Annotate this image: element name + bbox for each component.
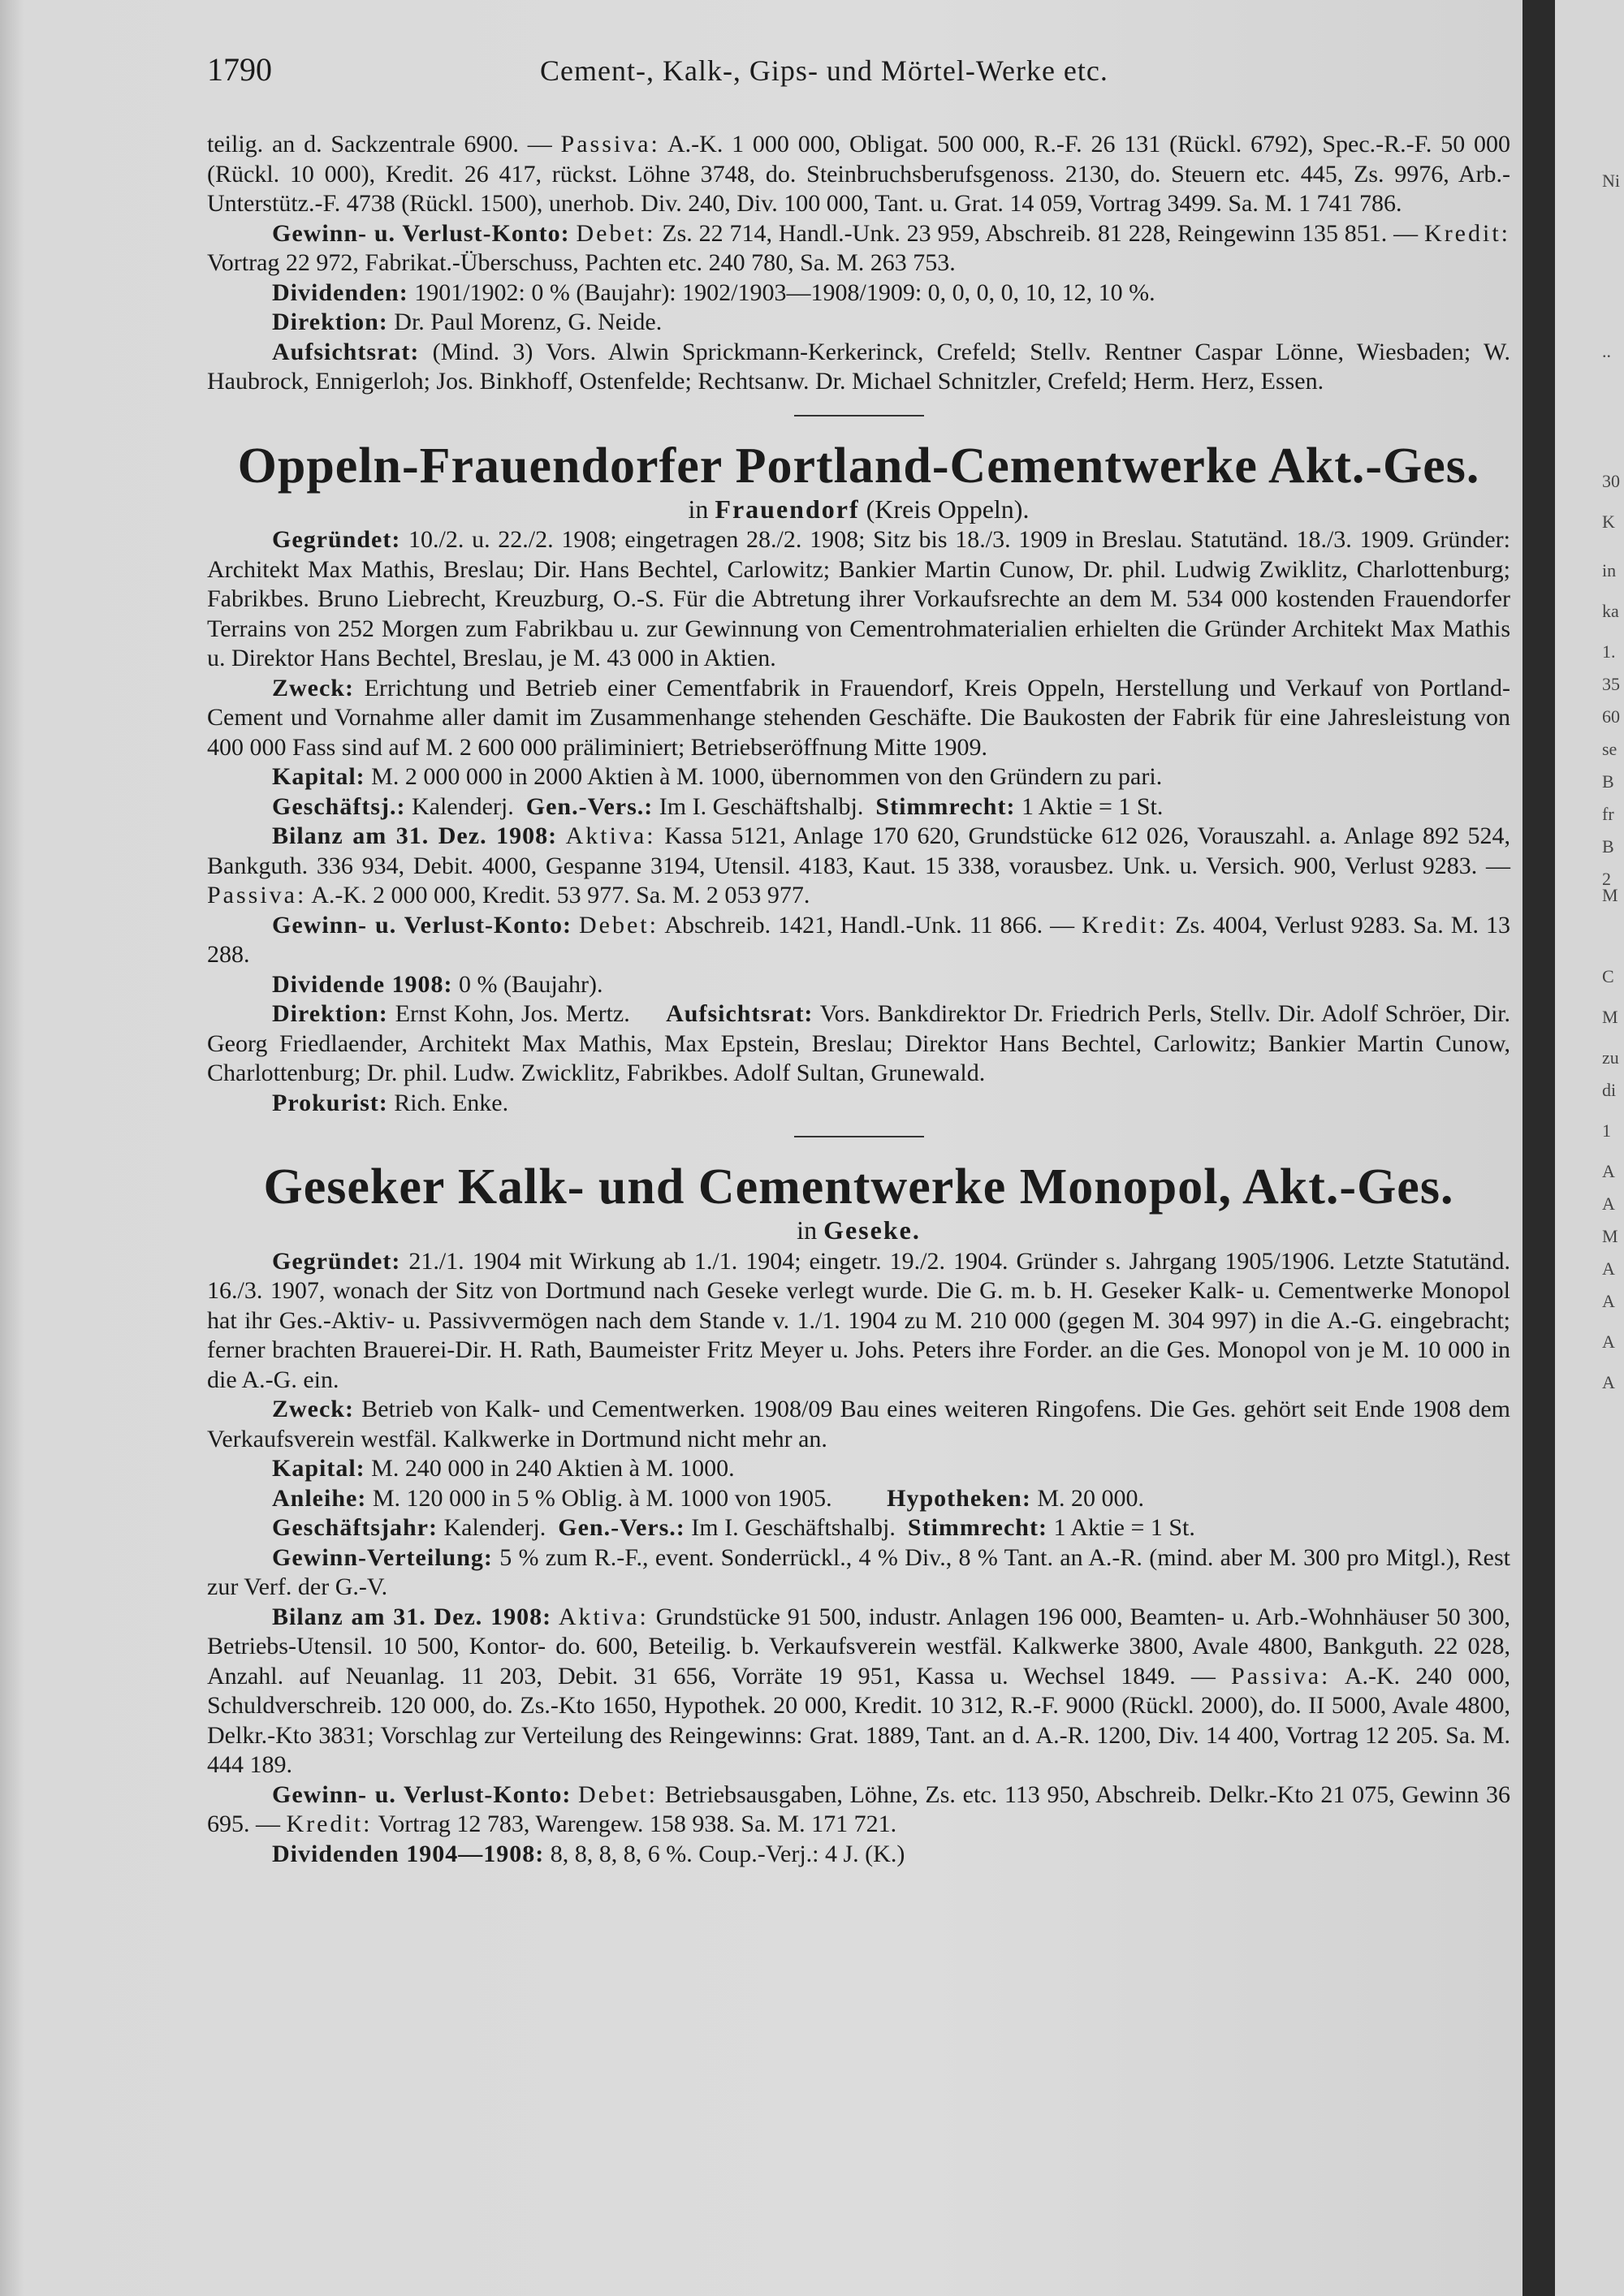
- capital-paragraph: [207, 762, 1510, 792]
- running-title: Cement-, Kalk-, Gips- und Mörtel-Werke etc.: [540, 54, 1108, 87]
- purpose-paragraph: [207, 1395, 1510, 1454]
- kredit-text: Vortrag 12 783, Warengew. 158 938. Sa. M. 171 721.: [378, 1810, 897, 1837]
- mortgage-text: M. 20 000.: [1037, 1484, 1145, 1512]
- margin-fragment: K: [1602, 511, 1615, 532]
- profit-distribution-text: 5 % zum R.-F., event. Sonderrückl., 4 % Div., 8 % Tant. an A.-R. (mind. aber M. 300 pro Mitgl.), Rest zur Verf. der G.-V.: [207, 1543, 1511, 1600]
- guv-label: Gewinn- u. Verlust-Konto:: [272, 1780, 572, 1808]
- passiva-text: A.-K. 2 000 000, Kredit. 53 977. Sa. M. 2 053 977.: [311, 882, 810, 908]
- direction-label: Direktion:: [272, 1000, 388, 1027]
- guv-paragraph: [207, 1780, 1510, 1840]
- dividend-paragraph: [207, 970, 1510, 1000]
- profit-distribution-label: Gewinn-Verteilung:: [272, 1543, 493, 1571]
- business-year-text: Kalenderj.: [411, 792, 514, 820]
- balance-paragraph: [207, 1603, 1510, 1780]
- margin-fragment: B: [1602, 771, 1614, 792]
- debet-text: Betriebsausgaben, Löhne, Zs. etc. 113 950, Abschreib. Delkr.-Kto 21 075, Gewinn 36 695. —: [207, 1780, 1511, 1837]
- voting-label: Stimmrecht:: [875, 792, 1016, 820]
- purpose-text: Betrieb von Kalk- und Cementwerken. 1908/09 Bau eines weiteren Ringofens. Die Ges. gehört seit Ende 1908 dem Verkaufsverein westfäl. Kalkwerke in Dortmund nicht mehr an.: [207, 1396, 1510, 1452]
- company-title-oppeln: Oppeln-Frauendorfer Portland-Cementwerke Akt.-Ges.: [237, 438, 1480, 494]
- margin-fragment: M: [1602, 1007, 1618, 1027]
- founded-text: 21./1. 1904 mit Wirkung ab 1./1. 1904; eingetr. 19./2. 1904. Gründer s. Jahrgang 1905/1906. Letzte Statutänd. 16./3. 1907, wonach der Sitz von Dortmund nach Geseke verlegt wurde. Die G. m. b. H. Geseker Kalk- u. Cementwerke Monopol hat ihr Ges.-Aktiv- u. Passivvermögen nach dem Stande v. 1./1. 1904 zu M. 210 000 (gegen M. 304 997) in die A.-G. eingebracht; ferner brachten Brauerei-Dir. H. Rath, Baumeister Fritz Meyer u. Johs. Peters ihre Forder. an die Ges. Monopol von je M. 10 000 in die A.-G. ein.: [207, 1247, 1510, 1393]
- loan-label: Anleihe:: [272, 1484, 367, 1512]
- margin-fragment: A: [1602, 1161, 1615, 1181]
- guv-paragraph: [207, 911, 1510, 970]
- margin-fragment: 2: [1602, 869, 1611, 889]
- debet-text: Abschreib. 1421, Handl.-Unk. 11 866. —: [664, 911, 1075, 939]
- capital-text: M. 240 000 in 240 Aktien à M. 1000.: [371, 1455, 735, 1482]
- page-body: [207, 130, 1510, 1869]
- prev-entry-dividends: [207, 278, 1510, 309]
- prev-entry-direction: [207, 308, 1510, 338]
- margin-fragment: M: [1602, 1226, 1618, 1246]
- mortgage-label: Hypotheken:: [887, 1484, 1031, 1512]
- location-prefix: in: [688, 494, 709, 524]
- kredit-label: Kredit:: [1424, 219, 1511, 247]
- margin-fragment: se: [1602, 739, 1618, 759]
- margin-fragment: 30: [1602, 471, 1620, 491]
- margin-fragment: fr: [1602, 804, 1614, 824]
- dividends-text: 8, 8, 8, 8, 6 %. Coup.-Verj.: 4 J. (K.): [550, 1840, 905, 1867]
- direction-text: Ernst Kohn, Jos. Mertz.: [395, 1000, 630, 1027]
- voting-text: 1 Aktie = 1 St.: [1053, 1514, 1195, 1541]
- company-location-oppeln: [207, 494, 1510, 524]
- margin-fragment: M: [1602, 885, 1618, 905]
- passiva-label: Passiva:: [207, 882, 307, 908]
- section-divider: [794, 415, 924, 416]
- purpose-label: Zweck:: [272, 674, 354, 701]
- founded-label: Gegründet:: [272, 1247, 401, 1275]
- kredit-text: Zs. 4004, Verlust 9283. Sa. M. 13 288.: [207, 911, 1510, 968]
- dividend-text: 0 % (Baujahr).: [459, 970, 603, 998]
- aktiva-text: Kassa 5121, Anlage 170 620, Grundstücke 612 026, Vorauszahl. a. Anlage 892 524, Bankguth. 336 934, Debit. 4000, Gespanne 3194, Utensil. 4183, Kaut. 15 338, vorausbez. Unk. u. Versich. 900, Verlust 9283. —: [207, 822, 1511, 879]
- dividends-text: 1901/1902: 0 % (Baujahr): 1902/1903—1908/1909: 0, 0, 0, 0, 10, 12, 10 %.: [414, 278, 1155, 306]
- margin-fragment: A: [1602, 1258, 1615, 1279]
- debet-text: Zs. 22 714, Handl.-Unk. 23 959, Abschreib. 81 228, Reingewinn 135 851. —: [662, 219, 1419, 247]
- procurist-text: Rich. Enke.: [394, 1089, 509, 1116]
- debet-label: Debet:: [578, 1780, 659, 1808]
- margin-fragment: ka: [1602, 601, 1619, 621]
- company-location-geseke: [207, 1215, 1510, 1245]
- direction-label: Direktion:: [272, 309, 388, 335]
- passiva-label: Passiva:: [560, 131, 660, 158]
- margin-fragment: zu: [1602, 1047, 1619, 1068]
- founded-paragraph: [207, 1247, 1510, 1396]
- general-meeting-label: Gen.-Vers.:: [558, 1514, 685, 1541]
- profit-distribution-paragraph: [207, 1543, 1510, 1603]
- balance-text: teilig. an d. Sackzentrale 6900. —: [207, 131, 552, 158]
- location-prefix: in: [797, 1215, 818, 1245]
- passiva-label: Passiva:: [1231, 1662, 1331, 1690]
- loan-paragraph: [207, 1484, 1510, 1514]
- passiva-text: A.-K. 240 000, Schuldverschreib. 120 000, do. Zs.-Kto 1650, Hypothek. 20 000, Kredit. 10 312, R.-F. 9000 (Rückl. 2000), do. II 5000, Avale 4800, Delkr.-Kto 3831; Vorschlag zur Verteilung des Reingewinns: Grat. 1889, Tant. an d. A.-R. 1200, Div. 14 400, Vortrag 12 205. Sa. M. 444 189.: [207, 1662, 1510, 1778]
- margin-fragment: in: [1602, 560, 1617, 580]
- aktiva-text: Grundstücke 91 500, industr. Anlagen 196 000, Beamten- u. Arb.-Wohnhäuser 50 300, Betriebs-Utensil. 10 500, Kontor- do. 600, Beteilig. b. Verkaufsverein westfäl. Kalkwerke 3800, Avale 4800, Bankguth. 22 028, Anzahl. auf Neuanlag. 11 203, Debit. 31 656, Vorräte 19 951, Kassa u. Wechsel 1849. —: [207, 1603, 1510, 1690]
- debet-label: Debet:: [578, 911, 659, 939]
- guv-label: Gewinn- u. Verlust-Konto:: [272, 219, 570, 247]
- board-text: Vors. Bankdirektor Dr. Friedrich Perls, Stellv. Dir. Adolf Schröer, Dir. Georg Friedlaender, Architekt Max Mathis, Max Epstein, Breslau; Direktor Hans Bechtel, Carlowitz; Bankier Martin Cunow, Charlottenburg; Dr. phil. Ludw. Zwicklitz, Fabrikbes. Adolf Sultan, Grunewald.: [207, 1000, 1510, 1086]
- purpose-text: Errichtung und Betrieb einer Cementfabrik in Frauendorf, Kreis Oppeln, Herstellung und Verkauf von Portland-Cement und Vornahme aller damit im Zusammenhange stehenden Geschäfte. Die Baukosten der Fabrik für eine Jahresleistung von 400 000 Fass sind auf M. 2 600 000 präliminiert; Betriebseröffnung Mitte 1909.: [207, 674, 1511, 761]
- page-number: 1790: [207, 51, 272, 88]
- margin-fragment: 1: [1602, 1120, 1611, 1141]
- business-year-paragraph: [207, 792, 1510, 822]
- founded-text: 10./2. u. 22./2. 1908; eingetragen 28./2. 1908; Sitz bis 18./3. 1909 in Breslau. Statutänd. 18./3. 1909. Gründer: Architekt Max Mathis, Breslau; Dir. Hans Bechtel, Carlowitz; Bankier Martin Cunow, Dr. phil. Ludwig Zwiklitz, Charlottenburg; Fabrikbes. Bruno Liebrecht, Kreuzburg, O.-S. Für die Abtretung ihrer Vorkaufsrechte an dem M. 534 000 kostenden Frauendorfer Terrains von 252 Morgen zum Fabrikbau u. zur Gewinnung von Cementrohmaterialien erhielten die Gründer Architekt Max Mathis u. Direktor Hans Bechtel, Breslau, je M. 43 000 in Aktien.: [207, 526, 1510, 671]
- founded-paragraph: [207, 525, 1510, 674]
- guv-label: Gewinn- u. Verlust-Konto:: [272, 911, 572, 939]
- margin-fragment: A: [1602, 1193, 1615, 1214]
- procurist-label: Prokurist:: [272, 1089, 388, 1116]
- prev-entry-balance: [207, 130, 1510, 219]
- margin-fragment: B: [1602, 836, 1614, 857]
- debet-label: Debet:: [576, 219, 656, 247]
- business-year-label: Geschäftsjahr:: [272, 1514, 438, 1541]
- general-meeting-label: Gen.-Vers.:: [525, 792, 654, 820]
- margin-fragment: C: [1602, 966, 1614, 986]
- purpose-label: Zweck:: [272, 1396, 354, 1422]
- company-title-geseke: Geseker Kalk- und Cementwerke Monopol, Akt.-Ges.: [263, 1159, 1454, 1215]
- business-year-label: Geschäftsj.:: [272, 792, 406, 820]
- location-suffix: (Kreis Oppeln).: [866, 494, 1030, 524]
- margin-fragment: 60: [1602, 706, 1620, 727]
- margin-fragment: 35: [1602, 674, 1620, 694]
- dividends-paragraph: [207, 1840, 1510, 1870]
- business-year-paragraph: [207, 1513, 1510, 1543]
- capital-label: Kapital:: [272, 1455, 365, 1482]
- general-meeting-text: Im I. Geschäftshalbj.: [659, 792, 864, 820]
- balance-paragraph: [207, 822, 1510, 911]
- balance-label: Bilanz am 31. Dez. 1908:: [272, 822, 558, 849]
- margin-fragment: 1.: [1602, 641, 1616, 662]
- prev-entry-board: [207, 338, 1510, 397]
- location-place: Geseke.: [823, 1215, 921, 1245]
- aktiva-label: Aktiva:: [565, 822, 656, 849]
- kredit-label: Kredit:: [1082, 911, 1168, 939]
- aktiva-label: Aktiva:: [558, 1603, 649, 1630]
- margin-fragment: ..: [1602, 341, 1611, 361]
- margin-fragment: Ni: [1602, 170, 1620, 191]
- capital-paragraph: [207, 1454, 1510, 1484]
- purpose-paragraph: [207, 674, 1510, 763]
- book-gutter: [1522, 0, 1555, 2296]
- margin-fragment: di: [1602, 1080, 1617, 1100]
- board-label: Aufsichtsrat:: [666, 1000, 814, 1027]
- location-place: Frauendorf: [715, 494, 860, 524]
- passiva-text: A.-K. 1 000 000, Obligat. 500 000, R.-F. 26 131 (Rückl. 6792), Spec.-R.-F. 50 000 (Rückl. 10 000), Kredit. 26 417, rückst. Löhne 3748, do. Steinbruchsberufsgenoss. 2130, do. Steuern etc. 445, Zs. 9976, Arb.-Unterstütz.-F. 4738 (Rückl. 1500), unerhob. Div. 240, Div. 100 000, Tant. u. Grat. 14 059, Vortrag 3499. Sa. M. 1 741 786.: [207, 131, 1510, 217]
- prev-entry-guv: [207, 219, 1510, 278]
- dividends-label: Dividenden:: [272, 278, 408, 306]
- loan-text: M. 120 000 in 5 % Oblig. à M. 1000 von 1905.: [372, 1484, 832, 1512]
- direction-text: Dr. Paul Morenz, G. Neide.: [394, 309, 663, 335]
- voting-text: 1 Aktie = 1 St.: [1021, 792, 1164, 820]
- margin-fragment: A: [1602, 1331, 1615, 1352]
- section-divider: [794, 1136, 924, 1137]
- margin-fragment: A: [1602, 1291, 1615, 1311]
- procurist-paragraph: [207, 1089, 1510, 1119]
- dividend-label: Dividende 1908:: [272, 970, 453, 998]
- capital-label: Kapital:: [272, 763, 365, 790]
- capital-text: M. 2 000 000 in 2000 Aktien à M. 1000, übernommen von den Gründern zu pari.: [371, 763, 1163, 790]
- kredit-label: Kredit:: [286, 1810, 373, 1837]
- balance-label: Bilanz am 31. Dez. 1908:: [272, 1603, 552, 1630]
- margin-fragment: A: [1602, 1372, 1615, 1392]
- voting-label: Stimmrecht:: [907, 1514, 1047, 1541]
- general-meeting-text: Im I. Geschäftshalbj.: [691, 1514, 896, 1541]
- business-year-text: Kalenderj.: [443, 1514, 546, 1541]
- board-text: (Mind. 3) Vors. Alwin Sprickmann-Kerkerinck, Crefeld; Stellv. Rentner Caspar Lönne, Wiesbaden; W. Haubrock, Ennigerloh; Jos. Binkhoff, Ostenfelde; Rechtsanw. Dr. Michael Schnitzler, Crefeld; Herm. Herz, Essen.: [207, 338, 1511, 395]
- next-page-edge: [1555, 0, 1624, 2296]
- direction-board-paragraph: [207, 999, 1510, 1089]
- page-header: [207, 50, 1522, 91]
- board-label: Aufsichtsrat:: [272, 338, 420, 365]
- kredit-text: Vortrag 22 972, Fabrikat.-Überschuss, Pachten etc. 240 780, Sa. M. 263 753.: [207, 249, 956, 276]
- dividends-label: Dividenden 1904—1908:: [272, 1840, 545, 1867]
- founded-label: Gegründet:: [272, 526, 401, 553]
